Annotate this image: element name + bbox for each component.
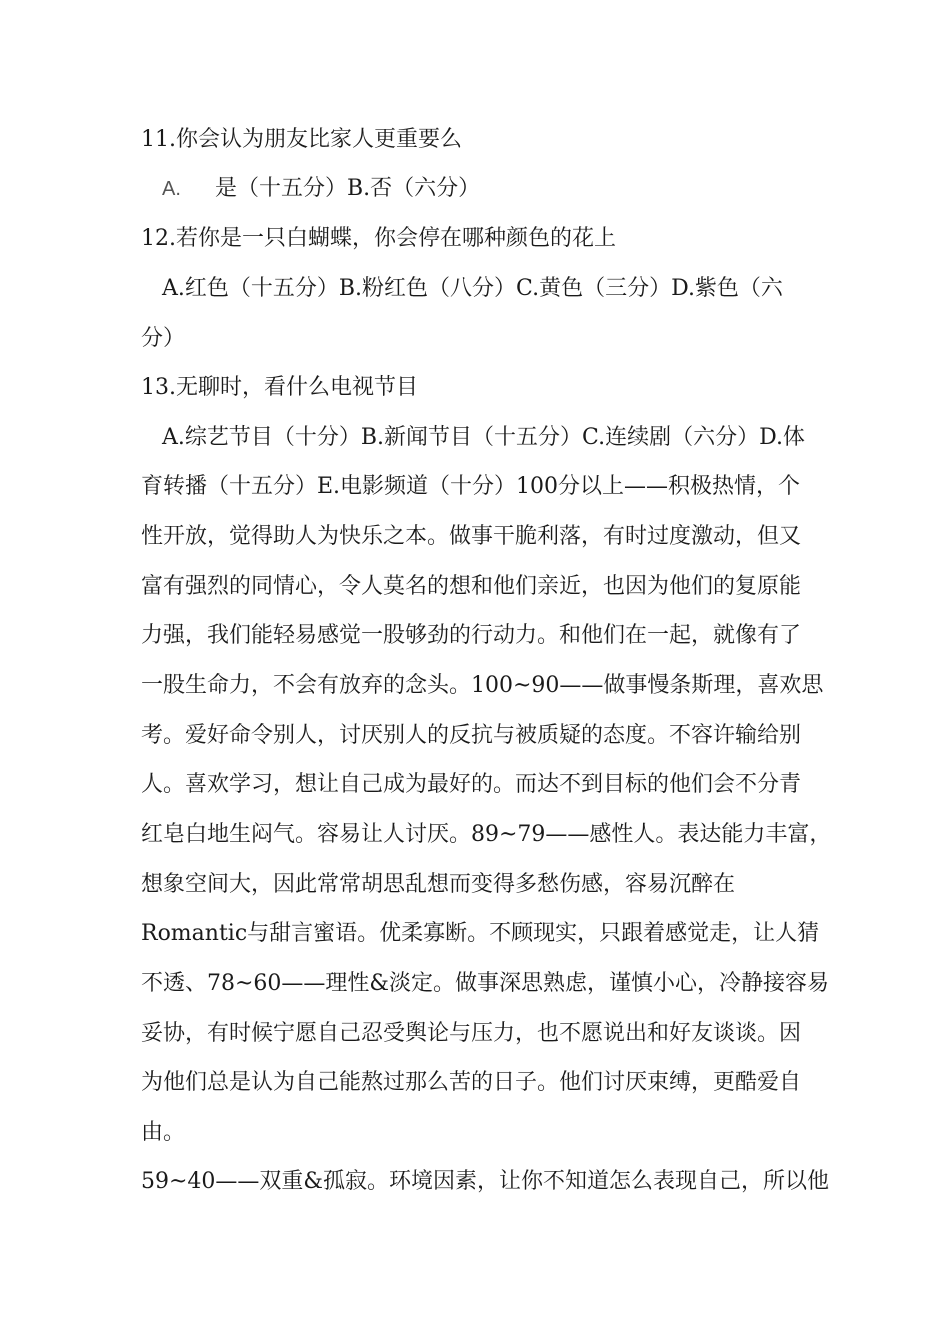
body-line: 育转播（十五分）E.电影频道（十分）100分以上——积极热情，个	[141, 474, 801, 499]
body-line: 不透、78~60——理性&淡定。做事深思熟虑，谨慎小心，冷静接容易	[141, 971, 830, 996]
q12-options-line1: A.红色（十五分）B.粉红色（八分）C.黄色（三分）D.紫色（六	[162, 276, 783, 301]
body-line: 富有强烈的同情心，令人莫名的想和他们亲近，也因为他们的复原能	[141, 574, 802, 599]
body-line: 想象空间大，因此常常胡思乱想而变得多愁伤感，容易沉醉在	[141, 872, 736, 897]
body-line: 为他们总是认为自己能熬过那么苦的日子。他们讨厌束缚，更酷爱自	[141, 1070, 802, 1095]
q11-option-a-letter: A.	[162, 178, 181, 200]
body-line: 红皂白地生闷气。容易让人讨厌。89~79——感性人。表达能力丰富，	[141, 822, 832, 847]
body-line: 力强，我们能轻易感觉一股够劲的行动力。和他们在一起，就像有了	[141, 623, 802, 648]
body-line-last: 59~40——双重&孤寂。环境因素，让你不知道怎么表现自己，所以他	[141, 1169, 830, 1194]
body-line: 妥协，有时候宁愿自己忍受舆论与压力，也不愿说出和好友谈谈。因	[141, 1021, 802, 1046]
question-12: 12.若你是一只白蝴蝶，你会停在哪种颜色的花上	[141, 226, 616, 251]
body-line: 性开放，觉得助人为快乐之本。做事干脆利落，有时过度激动，但又	[141, 524, 802, 549]
body-line: 一股生命力，不会有放弃的念头。100~90——做事慢条斯理，喜欢思	[141, 673, 824, 698]
q12-options-line2: 分）	[141, 326, 186, 351]
body-line: 考。爱好命令别人，讨厌别人的反抗与被质疑的态度。不容许输给别	[141, 723, 802, 748]
body-line: 由。	[141, 1120, 186, 1145]
q11-options: 是（十五分）B.否（六分）	[215, 176, 481, 201]
body-line: Romantic与甜言蜜语。优柔寡断。不顾现实，只跟着感觉走，让人猜	[141, 921, 820, 946]
body-line: 人。喜欢学习，想让自己成为最好的。而达不到目标的他们会不分青	[141, 772, 802, 797]
question-11: 11.你会认为朋友比家人更重要么	[141, 127, 462, 152]
question-13: 13.无聊时，看什么电视节目	[141, 375, 418, 400]
q13-options-line1: A.综艺节目（十分）B.新闻节目（十五分）C.连续剧（六分）D.体	[162, 425, 805, 450]
